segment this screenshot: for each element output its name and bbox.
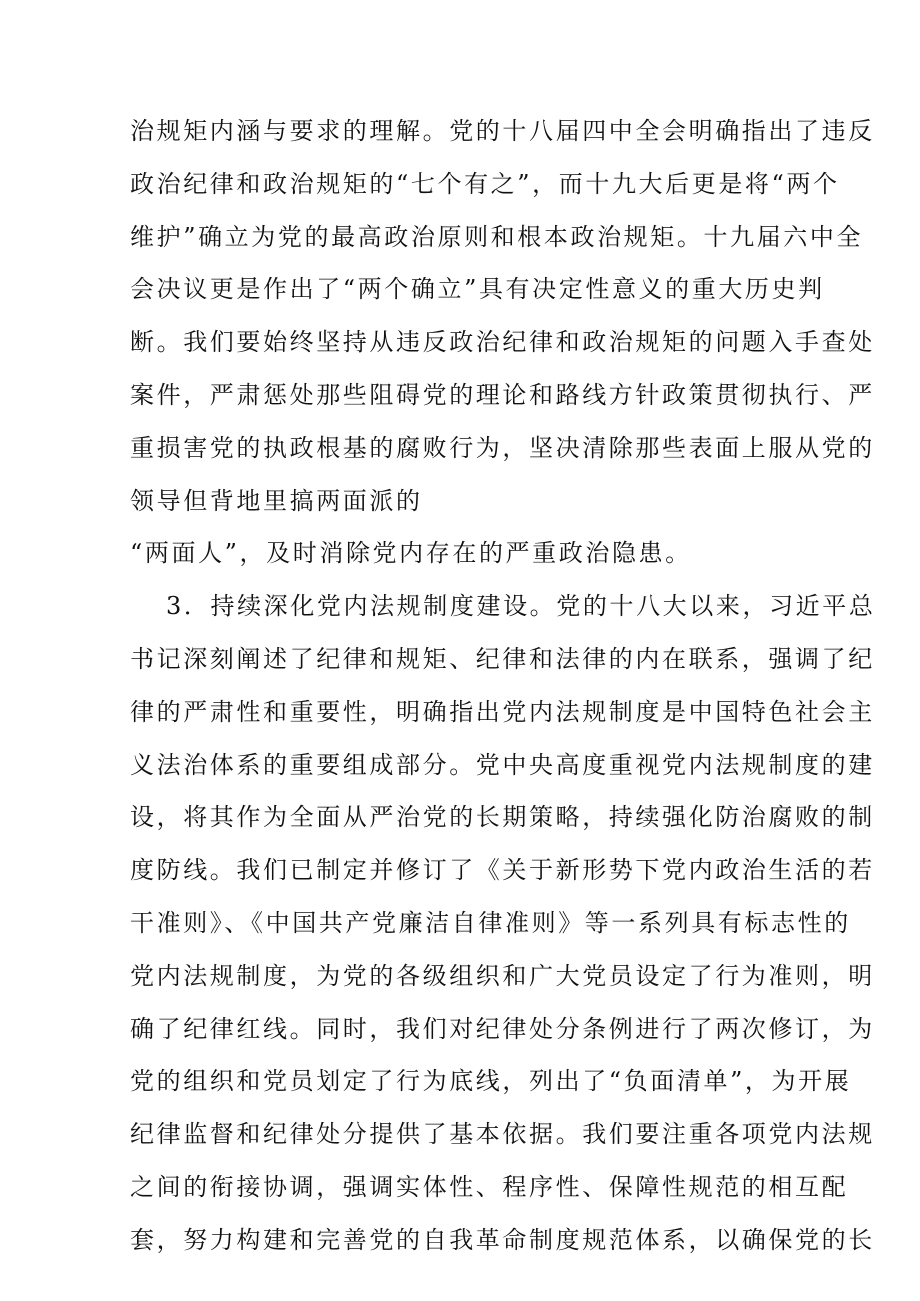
text-line: “两面人”，及时消除党内存在的严重政治隐患。	[130, 539, 692, 568]
text-line: 政治纪律和政治规矩的“七个有之”，而十九大后更是将“两个	[130, 169, 840, 198]
text-line: 断。我们要始终坚持从违反政治纪律和政治规矩的问题入手查处	[130, 328, 875, 357]
text-line: 案件，严肃惩处那些阻碍党的理论和路线方针政策贯彻执行、严	[130, 380, 875, 409]
text-line: 书记深刻阐述了纪律和规矩、纪律和法律的内在联系，强调了纪	[130, 644, 875, 673]
text-line: 会决议更是作出了“两个确立”具有决定性意义的重大历史判	[130, 275, 825, 304]
text-line: 纪律监督和纪律处分提供了基本依据。我们要注重各项党内法规	[130, 1120, 875, 1149]
text-line: 之间的衔接协调，强调实体性、程序性、保障性规范的相互配	[130, 1172, 849, 1201]
text-line: 律的严肃性和重要性，明确指出党内法规制度是中国特色社会主	[130, 697, 875, 726]
text-line: 治规矩内涵与要求的理解。党的十八届四中全会明确指出了违反	[130, 117, 875, 145]
text-line: 设，将其作为全面从严治党的长期策略，持续强化防治腐败的制	[130, 803, 875, 832]
text-line: 干准则》、《中国共产党廉洁自律准则》等一系列具有标志性的	[130, 908, 851, 937]
text-line: 套，努力构建和完善党的自我革命制度规范体系，以确保党的长	[130, 1225, 875, 1254]
text-line: 维护”确立为党的最高政治原则和根本政治规矩。十九届六中全	[130, 222, 864, 251]
text-line: 重损害党的执政根基的腐败行为，坚决清除那些表面上服从党的	[130, 433, 875, 462]
text-line: 党的组织和党员划定了行为底线，列出了“负面清单”，为开展	[130, 1067, 852, 1096]
text-line: 确了纪律红线。同时，我们对纪律处分条例进行了两次修订，为	[130, 1014, 875, 1043]
section-heading-line: 3．持续深化党内法规制度建设。党的十八大以来，习近平总	[166, 592, 876, 621]
body-text	[130, 105, 876, 1267]
text-line: 党内法规制度，为党的各级组织和广大党员设定了行为准则，明	[130, 961, 875, 990]
text-line: 度防线。我们已制定并修订了《关于新形势下党内政治生活的若	[130, 856, 875, 885]
text-line: 领导但背地里搞两面派的	[130, 486, 423, 515]
text-line: 义法治体系的重要组成部分。党中央高度重视党内法规制度的建	[130, 750, 875, 779]
